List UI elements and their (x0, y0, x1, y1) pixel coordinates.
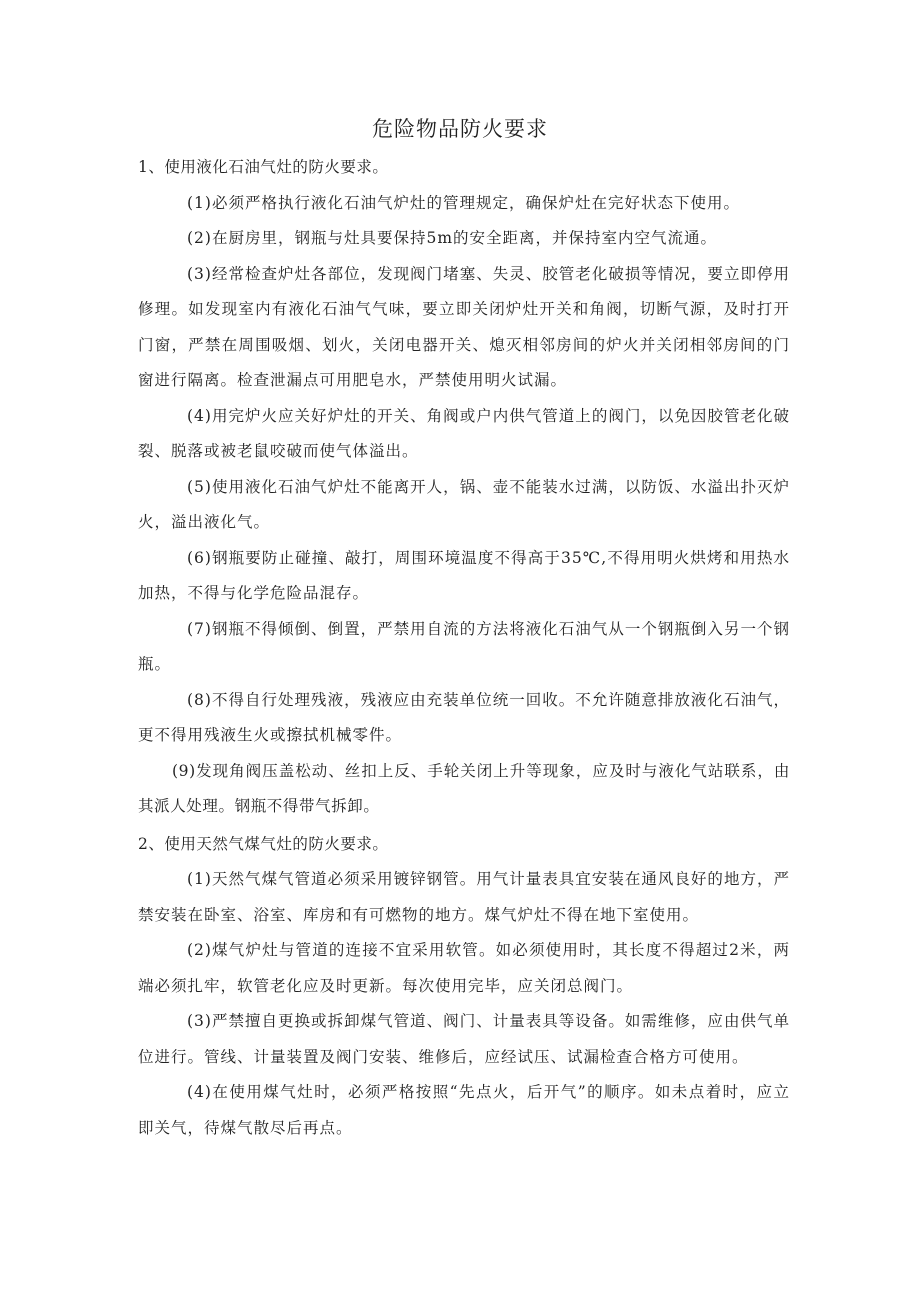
paragraph: (2)煤气炉灶与管道的连接不宜采用软管。如必须使用时，其长度不得超过2米，两端必须扎牢，软管老化应及时更新。每次使用完毕，应关闭总阀门。 (138, 941, 790, 995)
paragraph: (4)用完炉火应关好炉灶的开关、角阀或户内供气管道上的阀门，以免因胶管老化破裂、脱落或被老鼠咬破而使气体溢出。 (138, 406, 790, 460)
paragraph: (2)在厨房里，钢瓶与灶具要保持5m的安全距离，并保持室内空气流通。 (187, 229, 718, 247)
paragraph: (1)必须严格执行液化石油气炉灶的管理规定，确保炉灶在完好状态下使用。 (187, 193, 740, 212)
paragraph: (9)发现角阀压盖松动、丝扣上反、手轮关闭上升等现象，应及时与液化气站联系，由其派人处理。钢瓶不得带气拆卸。 (138, 761, 790, 815)
document-title: 危险物品防火要求 (372, 117, 548, 141)
section-heading: 1、使用液化石油气灶的防火要求。 (138, 158, 389, 176)
section-heading: 2、使用天然气煤气灶的防火要求。 (138, 834, 389, 853)
document-body (138, 150, 790, 1146)
paragraph: (5)使用液化石油气炉灶不能离开人，锅、壶不能装水过满，以防饭、水溢出扑灭炉火，溢出液化气。 (138, 477, 790, 531)
paragraph: (6)钢瓶要防止碰撞、敲打，周围环境温度不得高于35℃,不得用明火烘烤和用热水加热，不得与化学危险品混存。 (138, 548, 790, 602)
paragraph: (7)钢瓶不得倾倒、倒置，严禁用自流的方法将液化石油气从一个钢瓶倒入另一个钢瓶。 (138, 619, 790, 673)
paragraph: (3)严禁擅自更换或拆卸煤气管道、阀门、计量表具等设备。如需维修，应由供气单位进行。管线、计量装置及阀门安装、维修后，应经试压、试漏检查合格方可使用。 (138, 1012, 790, 1066)
paragraph: (8)不得自行处理残液，残液应由充装单位统一回收。不允许随意排放液化石油气，更不得用残液生火或擦拭机械零件。 (138, 690, 790, 744)
paragraph: (4)在使用煤气灶时，必须严格按照“先点火，后开气”的顺序。如未点着时，应立即关气，待煤气散尽后再点。 (138, 1083, 790, 1137)
paragraph: (1)天然气煤气管道必须采用镀锌钢管。用气计量表具宜安装在通风良好的地方，严禁安装在卧室、浴室、库房和有可燃物的地方。煤气炉灶不得在地下室使用。 (138, 870, 790, 924)
paragraph: (3)经常检查炉灶各部位，发现阀门堵塞、失灵、胶管老化破损等情况，要立即停用修理。如发现室内有液化石油气气味，要立即关闭炉灶开关和角阀，切断气源，及时打开门窗，严禁在周围吸烟、划火，关闭电器开关、熄灭相邻房间的炉火并关闭相邻房间的门窗进行隔离。检查泄漏点可用肥皂水，严禁使用明火试漏。 (138, 264, 790, 389)
